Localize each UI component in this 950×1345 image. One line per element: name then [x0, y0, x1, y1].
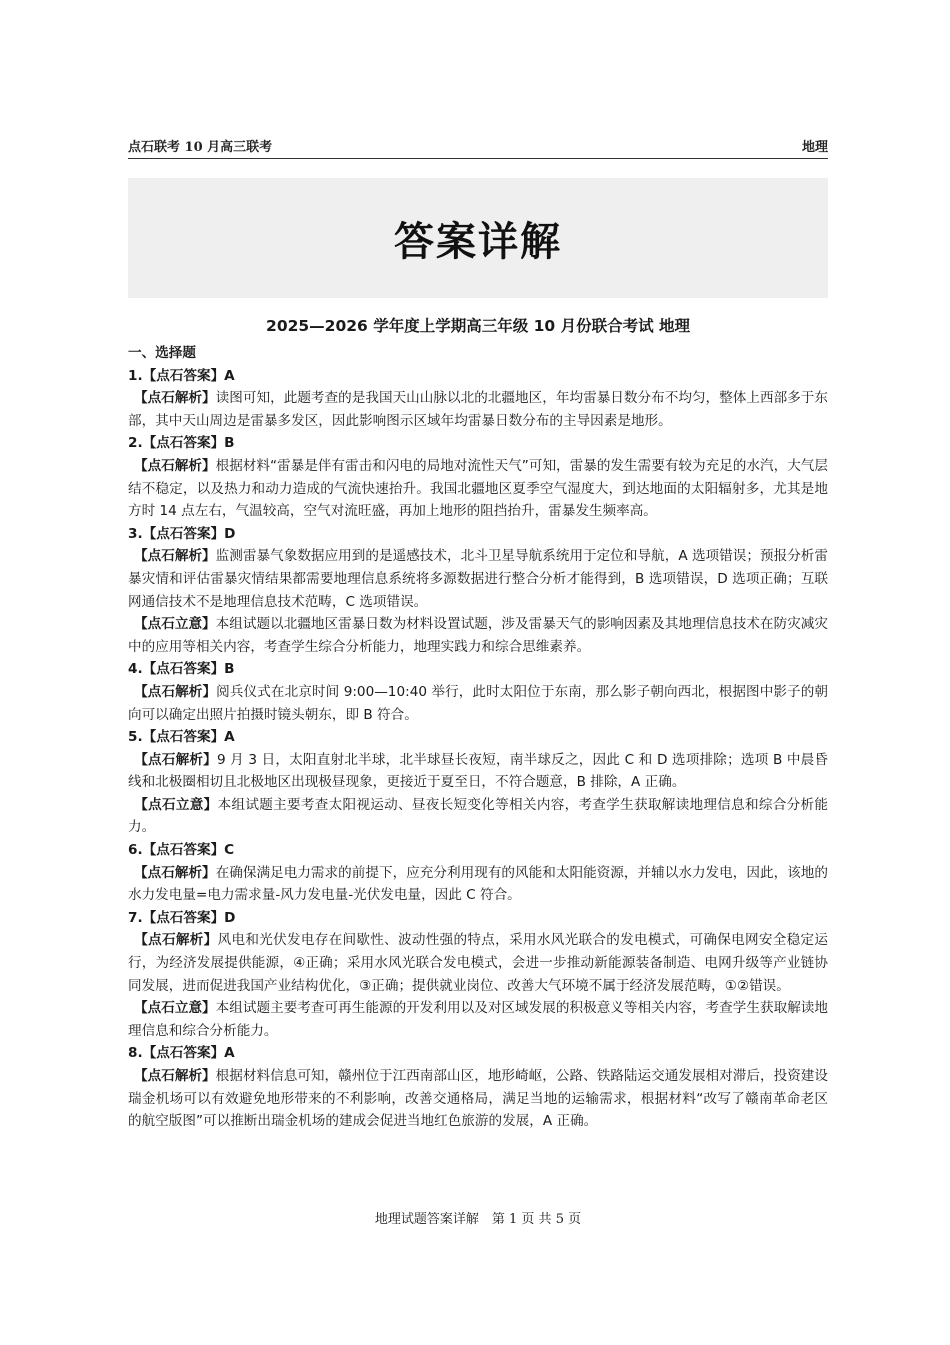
intent-paragraph: [128, 794, 828, 839]
answer-line: 7.【点石答案】D: [128, 909, 236, 926]
para-tag: 【点石解析】: [134, 932, 218, 949]
para-text: 监测雷暴气象数据应用到的是遥感技术，北斗卫星导航系统用于定位和导航，A 选项错误；预报分析雷暴灾情和评估雷暴灾情结果都需要地理信息系统将多源数据进行整合分析才能得到，B 选项错误，D 选项正确；互联网通信技术不是地理信息技术范畴，C 选项错误。: [128, 548, 829, 610]
answer-line: 6.【点石答案】C: [128, 842, 235, 859]
analysis-paragraph: [128, 862, 828, 907]
para-tag: 【点石解析】: [134, 864, 216, 881]
para-text: 读图可知，此题考查的是我国天山山脉以北的北疆地区，年均雷暴日数分布不均匀，整体上西部多于东部，其中天山周边是雷暴多发区，因此影响图示区域年均雷暴日数分布的主导因素是地形。: [128, 390, 829, 429]
para-text: 风电和光伏发电存在间歇性、波动性强的特点，采用水风光联合的发电模式，可确保电网安全稳定运行，为经济发展提供能源，④正确；采用水风光联合发电模式，会进一步推动新能源装备制造、电网升级等产业链协同发展，进而促进我国产业结构优化，③正确；提供就业岗位、改善大气环境不属于经济发展范畴，①②错误。: [128, 932, 829, 994]
header-rule: [128, 158, 828, 159]
para-tag: 【点石解析】: [134, 751, 217, 768]
para-text: 本组试题主要考查可再生能源的开发利用以及对区域发展的积极意义等相关内容，考查学生获取解读地理信息和综合分析能力。: [128, 1000, 829, 1039]
page-footer: 地理试题答案详解 第 1 页 共 5 页: [374, 1212, 582, 1227]
answer-line: 2.【点石答案】B: [128, 435, 235, 452]
para-tag: 【点石立意】: [134, 796, 218, 813]
intent-paragraph: [128, 997, 828, 1042]
analysis-paragraph: [128, 1065, 828, 1133]
analysis-paragraph: [128, 387, 828, 432]
answer-content: [128, 342, 828, 1133]
para-tag: 【点石解析】: [134, 683, 217, 700]
analysis-paragraph: [128, 681, 828, 726]
para-tag: 【点石解析】: [134, 548, 216, 565]
para-tag: 【点石立意】: [134, 1000, 216, 1017]
answer-line: 4.【点石答案】B: [128, 661, 235, 678]
analysis-paragraph: [128, 749, 828, 794]
para-tag: 【点石立意】: [134, 616, 216, 633]
para-text: 本组试题主要考查太阳视运动、昼夜长短变化等相关内容，考查学生获取解读地理信息和综合分析能力。: [128, 796, 829, 836]
para-text: 根据材料“雷暴是伴有雷击和闪电的局地对流性天气”可知，雷暴的发生需要有较为充足的水汽，大气层结不稳定，以及热力和动力造成的气流快速抬升。我国北疆地区夏季空气湿度大，到达地面的太阳辐射多，尤其是地方时 14 点左右，气温较高，空气对流旺盛，再加上地形的阻挡抬升，雷暴发生频率高。: [128, 457, 828, 520]
para-text: 阅兵仪式在北京时间 9:00—10:40 举行，此时太阳位于东南，那么影子朝向西北，根据图中影子的朝向可以确定出照片拍摄时镜头朝东，即 B 符合。: [128, 683, 829, 723]
page-title: 答案详解: [394, 217, 562, 265]
answer-line: 5.【点石答案】A: [128, 729, 235, 746]
para-tag: 【点石解析】: [134, 390, 216, 407]
intent-paragraph: [128, 613, 828, 658]
title-banner: [128, 178, 828, 298]
para-text: 在确保满足电力需求的前提下，应充分利用现有的风能和太阳能资源，并辅以水力发电，因此，该地的水力发电量=电力需求量-风力发电量-光伏发电量，因此 C 符合。: [128, 864, 829, 904]
answer-line: 1.【点石答案】A: [128, 367, 235, 384]
para-text: 根据材料信息可知，赣州位于江西南部山区，地形崎岖，公路、铁路陆运交通发展相对滞后，投资建设瑞金机场可以有效避免地形带来的不利影响，改善交通格局，满足当地的运输需求，根据材料“改写了赣南革命老区的航空版图”可以推断出瑞金机场的建成会促进当地红色旅游的发展，A 正确。: [128, 1068, 829, 1130]
answer-line: 8.【点石答案】A: [128, 1045, 235, 1062]
para-text: 本组试题以北疆地区雷暴日数为材料设置试题，涉及雷暴天气的影响因素及其地理信息技术在防灾减灾中的应用等相关内容，考查学生综合分析能力，地理实践力和综合思维素养。: [128, 616, 829, 655]
exam-subtitle: 2025—2026 学年度上学期高三年级 10 月份联合考试 地理: [266, 317, 690, 335]
section-heading: 一、选择题: [128, 345, 196, 361]
analysis-paragraph: [128, 545, 828, 613]
para-text: 9 月 3 日，太阳直射北半球，北半球昼长夜短，南半球反之，因此 C 和 D 选项排除；选项 B 中晨昏线和北极圈相切且北极地区出现极昼现象，更接近于夏至日，不符合题意，B 排除，A 正确。: [128, 751, 828, 791]
para-tag: 【点石解析】: [134, 457, 216, 474]
answer-line: 3.【点石答案】D: [128, 525, 236, 542]
analysis-paragraph: [128, 929, 828, 997]
analysis-paragraph: [128, 455, 828, 523]
running-header: [128, 136, 828, 155]
header-left-text: 点石联考 10 月高三联考: [128, 140, 273, 155]
para-tag: 【点石解析】: [134, 1068, 216, 1084]
header-right-text: 地理: [801, 140, 828, 155]
